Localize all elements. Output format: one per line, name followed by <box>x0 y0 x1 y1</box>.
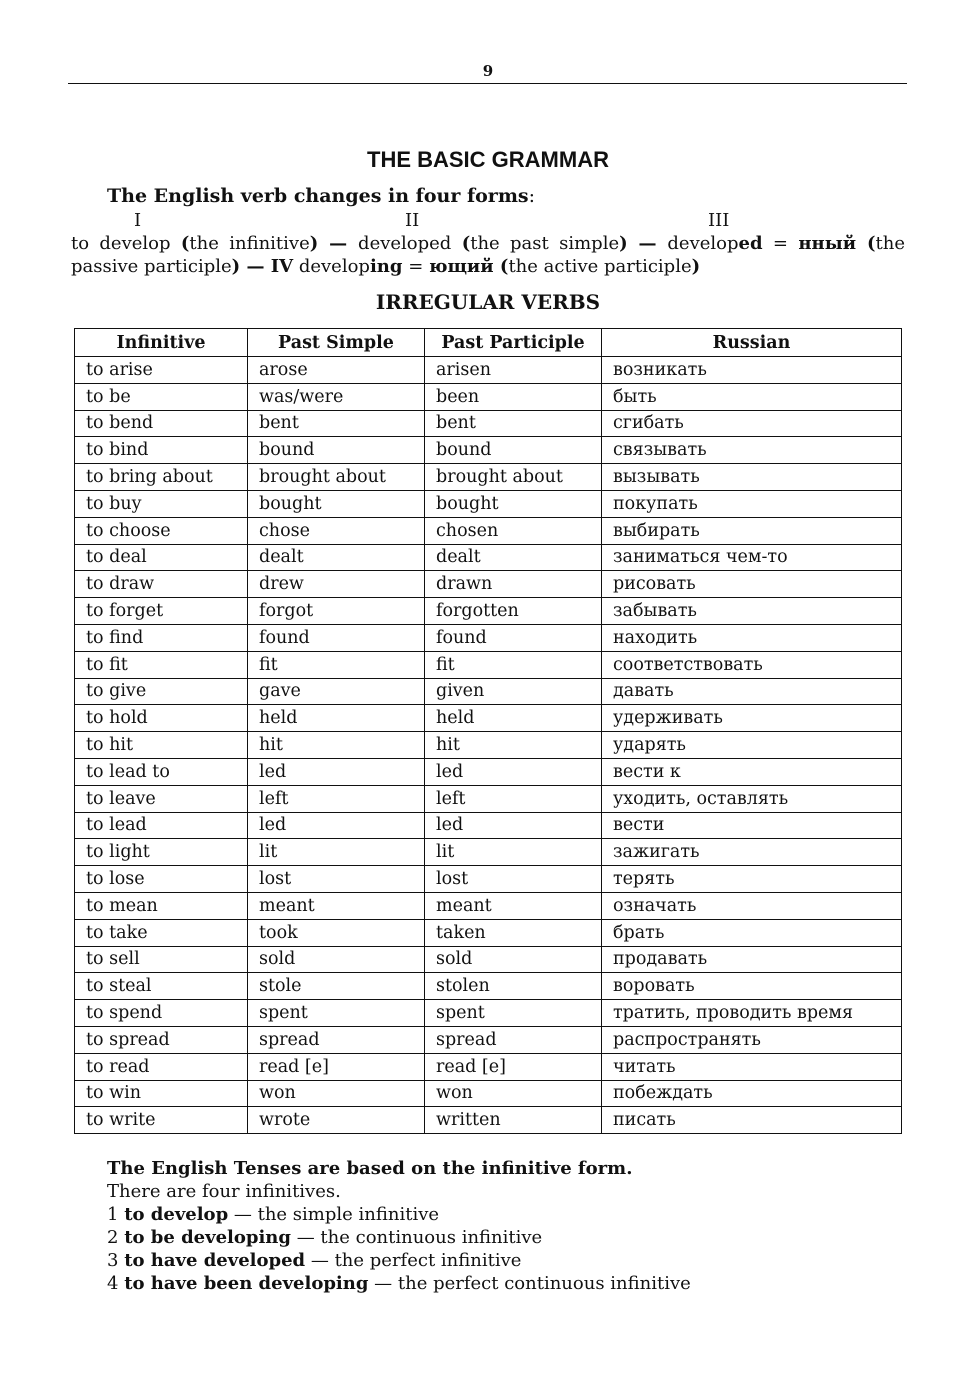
table-row <box>75 946 902 973</box>
cell-past-simple: left <box>248 785 425 812</box>
cell-past-simple: bound <box>248 437 425 464</box>
cell-past-participle: lost <box>425 866 602 893</box>
cell-russian: возникать <box>602 357 902 384</box>
cell-infinitive: to arise <box>75 357 248 384</box>
roman-numeral-iii: III <box>708 210 730 231</box>
roman-numeral-iv: IV <box>270 256 294 277</box>
cell-russian: быть <box>602 383 902 410</box>
cell-infinitive: to hold <box>75 705 248 732</box>
cell-past-participle: taken <box>425 919 602 946</box>
paren-close: ) <box>691 256 701 277</box>
form-participle-stem: develop <box>667 233 739 254</box>
form-infinitive-label: the infinitive <box>189 233 310 254</box>
cell-past-simple: lost <box>248 866 425 893</box>
cell-russian: писать <box>602 1107 902 1134</box>
table-row <box>75 1053 902 1080</box>
header-past-participle: Past Participle <box>425 329 602 357</box>
cell-past-participle: lit <box>425 839 602 866</box>
cell-past-simple: was/were <box>248 383 425 410</box>
cell-russian: брать <box>602 919 902 946</box>
intro-heading-text: The English verb changes in four forms <box>107 185 529 207</box>
cell-past-simple: bent <box>248 410 425 437</box>
equals-sign: = <box>402 256 429 277</box>
verb-forms-line-1 <box>71 232 905 255</box>
cell-past-simple: stole <box>248 973 425 1000</box>
cell-infinitive: to deal <box>75 544 248 571</box>
cell-russian: забывать <box>602 598 902 625</box>
cell-infinitive: to spend <box>75 1000 248 1027</box>
cell-infinitive: to read <box>75 1053 248 1080</box>
cell-past-participle: arisen <box>425 357 602 384</box>
roman-numeral-ii: II <box>405 210 420 231</box>
cell-infinitive: to steal <box>75 973 248 1000</box>
tenses-section <box>107 1157 691 1295</box>
form-past-simple-label: the past simple <box>470 233 620 254</box>
item-term: to have developed <box>124 1250 306 1271</box>
cell-past-simple: found <box>248 624 425 651</box>
cell-russian: заниматься чем-то <box>602 544 902 571</box>
cell-past-participle: bound <box>425 437 602 464</box>
cell-russian: побеждать <box>602 1080 902 1107</box>
roman-numeral-i: I <box>134 210 142 231</box>
cell-past-participle: given <box>425 678 602 705</box>
table-row <box>75 705 902 732</box>
item-number: 2 <box>107 1227 119 1248</box>
table-row <box>75 866 902 893</box>
cell-infinitive: to spread <box>75 1026 248 1053</box>
table-row <box>75 758 902 785</box>
cell-infinitive: to win <box>75 1080 248 1107</box>
table-row <box>75 785 902 812</box>
paren-open: ( <box>180 233 190 254</box>
header-infinitive: Infinitive <box>75 329 248 357</box>
table-row <box>75 973 902 1000</box>
table-row <box>75 357 902 384</box>
passive-participle-label-start: the <box>875 233 905 254</box>
cell-russian: покупать <box>602 490 902 517</box>
cell-infinitive: to mean <box>75 892 248 919</box>
header-past-simple: Past Simple <box>248 329 425 357</box>
cell-past-simple: took <box>248 919 425 946</box>
cell-past-simple: forgot <box>248 598 425 625</box>
table-row <box>75 571 902 598</box>
cell-past-participle: held <box>425 705 602 732</box>
cell-past-simple: led <box>248 758 425 785</box>
cell-past-participle: bought <box>425 490 602 517</box>
cell-russian: означать <box>602 892 902 919</box>
cell-russian: тратить, проводить время <box>602 1000 902 1027</box>
intro-heading-colon: : <box>528 185 536 207</box>
cell-infinitive: to bend <box>75 410 248 437</box>
active-participle-label: the active participle <box>508 256 692 277</box>
table-row <box>75 410 902 437</box>
cell-infinitive: to be <box>75 383 248 410</box>
page-number: 9 <box>482 62 494 80</box>
form-active-suffix: ing <box>369 256 403 277</box>
cell-past-simple: drew <box>248 571 425 598</box>
item-term: to develop <box>124 1204 229 1225</box>
table-row <box>75 732 902 759</box>
cell-past-simple: read [e] <box>248 1053 425 1080</box>
item-number: 4 <box>107 1273 119 1294</box>
cell-infinitive: to take <box>75 919 248 946</box>
cell-past-participle: spread <box>425 1026 602 1053</box>
cell-russian: распространять <box>602 1026 902 1053</box>
cell-russian: соответствовать <box>602 651 902 678</box>
cell-infinitive: to lead to <box>75 758 248 785</box>
table-row <box>75 598 902 625</box>
cell-past-simple: spent <box>248 1000 425 1027</box>
table-row <box>75 919 902 946</box>
form-participle-suffix: ed <box>738 233 763 254</box>
cell-past-participle: sold <box>425 946 602 973</box>
form-infinitive: to develop <box>71 233 181 254</box>
cell-russian: рисовать <box>602 571 902 598</box>
table-row <box>75 544 902 571</box>
tenses-heading: The English Tenses are based on the infinitive form. <box>107 1158 633 1179</box>
cell-past-simple: gave <box>248 678 425 705</box>
cell-past-participle: dealt <box>425 544 602 571</box>
separator: ) — <box>619 233 668 254</box>
cell-past-simple: held <box>248 705 425 732</box>
cell-past-simple: arose <box>248 357 425 384</box>
cell-russian: читать <box>602 1053 902 1080</box>
table-row <box>75 1080 902 1107</box>
infinitive-list-item <box>107 1226 691 1249</box>
cell-past-simple: sold <box>248 946 425 973</box>
item-term: to have been developing <box>124 1273 369 1294</box>
russian-suffix-passive: нный <box>798 233 857 254</box>
table-row <box>75 383 902 410</box>
cell-russian: уходить, оставлять <box>602 785 902 812</box>
irregular-verbs-table <box>74 328 902 1134</box>
cell-past-participle: brought about <box>425 464 602 491</box>
cell-past-participle: led <box>425 758 602 785</box>
cell-past-participle: bent <box>425 410 602 437</box>
cell-russian: давать <box>602 678 902 705</box>
cell-infinitive: to fit <box>75 651 248 678</box>
separator: ) — <box>309 233 359 254</box>
cell-past-simple: meant <box>248 892 425 919</box>
table-row <box>75 464 902 491</box>
cell-infinitive: to choose <box>75 517 248 544</box>
cell-infinitive: to light <box>75 839 248 866</box>
cell-past-participle: led <box>425 812 602 839</box>
table-row <box>75 839 902 866</box>
item-number: 1 <box>107 1204 119 1225</box>
table-row <box>75 892 902 919</box>
table-row <box>75 437 902 464</box>
cell-infinitive: to forget <box>75 598 248 625</box>
cell-past-simple: wrote <box>248 1107 425 1134</box>
infinitive-list-item <box>107 1272 691 1295</box>
cell-past-participle: read [e] <box>425 1053 602 1080</box>
cell-past-participle: forgotten <box>425 598 602 625</box>
cell-russian: выбирать <box>602 517 902 544</box>
cell-past-participle: spent <box>425 1000 602 1027</box>
equals-sign: = <box>762 233 799 254</box>
item-term: to be developing <box>124 1227 291 1248</box>
cell-infinitive: to draw <box>75 571 248 598</box>
infinitive-list-item <box>107 1203 691 1226</box>
table-row <box>75 678 902 705</box>
cell-past-participle: chosen <box>425 517 602 544</box>
cell-russian: терять <box>602 866 902 893</box>
header-rule <box>68 83 907 84</box>
tenses-subheading: There are four infinitives. <box>107 1181 341 1202</box>
cell-past-participle: been <box>425 383 602 410</box>
cell-past-participle: stolen <box>425 973 602 1000</box>
irregular-verbs-title: IRREGULAR VERBS <box>375 290 601 314</box>
cell-russian: зажигать <box>602 839 902 866</box>
table-row <box>75 1000 902 1027</box>
cell-past-simple: won <box>248 1080 425 1107</box>
table-row <box>75 517 902 544</box>
cell-russian: вызывать <box>602 464 902 491</box>
cell-infinitive: to bring about <box>75 464 248 491</box>
cell-past-simple: brought about <box>248 464 425 491</box>
separator: ) — <box>231 256 271 277</box>
cell-past-participle: found <box>425 624 602 651</box>
cell-past-participle: hit <box>425 732 602 759</box>
verb-forms-line-2 <box>71 255 905 278</box>
paren-open: ( <box>461 233 471 254</box>
item-description: — the simple infinitive <box>228 1204 440 1225</box>
table-row <box>75 490 902 517</box>
cell-past-simple: bought <box>248 490 425 517</box>
table-row <box>75 624 902 651</box>
cell-past-participle: meant <box>425 892 602 919</box>
cell-infinitive: to sell <box>75 946 248 973</box>
cell-infinitive: to leave <box>75 785 248 812</box>
item-description: — the perfect continuous infinitive <box>368 1273 691 1294</box>
table-row <box>75 812 902 839</box>
table-header-row <box>75 329 902 357</box>
cell-past-simple: chose <box>248 517 425 544</box>
table-row <box>75 1026 902 1053</box>
cell-russian: ударять <box>602 732 902 759</box>
cell-past-participle: written <box>425 1107 602 1134</box>
cell-russian: продавать <box>602 946 902 973</box>
passive-participle-label-end: passive participle <box>71 256 232 277</box>
table-row <box>75 1107 902 1134</box>
cell-infinitive: to lead <box>75 812 248 839</box>
cell-infinitive: to hit <box>75 732 248 759</box>
cell-russian: связывать <box>602 437 902 464</box>
cell-past-simple: spread <box>248 1026 425 1053</box>
cell-russian: вести к <box>602 758 902 785</box>
paren-open: ( <box>856 233 876 254</box>
cell-infinitive: to write <box>75 1107 248 1134</box>
cell-infinitive: to give <box>75 678 248 705</box>
item-description: — the perfect infinitive <box>305 1250 522 1271</box>
cell-past-participle: won <box>425 1080 602 1107</box>
infinitive-list-item <box>107 1249 691 1272</box>
form-past-simple: developed <box>358 233 462 254</box>
paren-open: ( <box>493 256 509 277</box>
cell-russian: удерживать <box>602 705 902 732</box>
cell-infinitive: to bind <box>75 437 248 464</box>
cell-past-simple: hit <box>248 732 425 759</box>
cell-past-participle: drawn <box>425 571 602 598</box>
intro-heading <box>107 185 535 207</box>
page-title: THE BASIC GRAMMAR <box>367 147 609 172</box>
cell-past-simple: lit <box>248 839 425 866</box>
item-description: — the continuous infinitive <box>290 1227 543 1248</box>
cell-russian: сгибать <box>602 410 902 437</box>
item-number: 3 <box>107 1250 119 1271</box>
cell-past-participle: fit <box>425 651 602 678</box>
header-russian: Russian <box>602 329 902 357</box>
russian-suffix-active: ющий <box>429 256 494 277</box>
cell-past-participle: left <box>425 785 602 812</box>
cell-infinitive: to lose <box>75 866 248 893</box>
cell-russian: находить <box>602 624 902 651</box>
cell-past-simple: led <box>248 812 425 839</box>
cell-past-simple: dealt <box>248 544 425 571</box>
form-active-stem: develop <box>293 256 370 277</box>
cell-russian: вести <box>602 812 902 839</box>
cell-russian: воровать <box>602 973 902 1000</box>
cell-infinitive: to buy <box>75 490 248 517</box>
cell-past-simple: fit <box>248 651 425 678</box>
table-row <box>75 651 902 678</box>
cell-infinitive: to find <box>75 624 248 651</box>
